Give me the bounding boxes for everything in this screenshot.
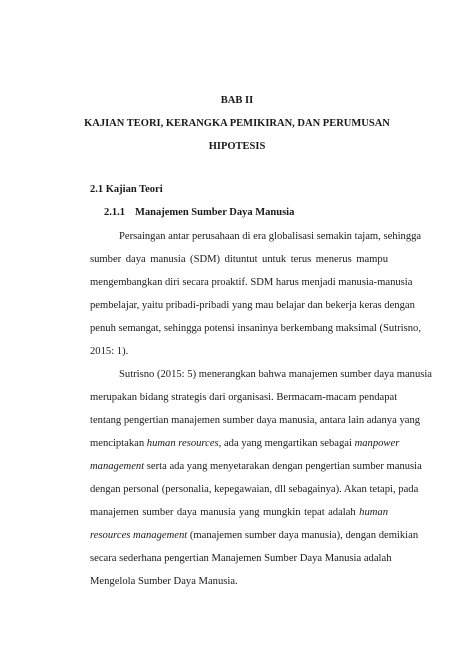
italic-term: manpower <box>354 438 400 449</box>
text-run: menciptakan <box>90 438 145 449</box>
text-run: ada yang mengartikan sebagai <box>223 438 352 449</box>
paragraph-line <box>90 529 419 543</box>
paragraph-line: sumber daya manusia (SDM) dituntut untuk terus menerus mampu <box>90 254 388 265</box>
chapter-heading: BAB II <box>220 95 254 106</box>
paragraph-line: penuh semangat, sehingga potensi insaninya berkembang maksimal (Sutrisno, <box>90 323 421 334</box>
section-heading: 2.1 Kajian Teori <box>90 184 163 195</box>
subsection-title: Manajemen Sumber Daya Manusia <box>135 207 295 218</box>
paragraph-line: mengembangkan diri secara proaktif. SDM harus menjadi manusia-manusia <box>90 277 413 288</box>
text-run: manajemen sumber daya manusia yang mungkin tepat adalah <box>90 507 356 518</box>
paragraph-line: Persaingan antar perusahaan di era globalisasi semakin tajam, sehingga <box>119 231 422 242</box>
paragraph-line: pembelajar, yaitu pribadi-pribadi yang mau belajar dan bekerja keras dengan <box>90 300 415 311</box>
paragraph-line: 2015: 1). <box>90 346 129 357</box>
paragraph-line <box>90 506 388 520</box>
paragraph-line: Mengelola Sumber Daya Manusia. <box>90 576 238 587</box>
subsection-number: 2.1.1 <box>104 207 125 218</box>
paragraph-line: merupakan bidang strategis dari organisasi. Bermacam-macam pendapat <box>90 392 398 403</box>
italic-term: human resources, <box>146 438 222 449</box>
text-run: (manajemen sumber daya manusia), dengan demikian <box>189 530 419 541</box>
paragraph-line <box>90 437 400 451</box>
italic-term: human <box>359 507 388 518</box>
chapter-title-line2: HIPOTESIS <box>208 141 266 152</box>
italic-term: resources management <box>90 530 188 541</box>
text-run: serta ada yang menyetarakan dengan pengertian sumber manusia <box>146 461 422 472</box>
paragraph-line: tentang pengertian manajemen sumber daya manusia, antara lain adanya yang <box>90 415 421 426</box>
paragraph-line: secara sederhana pengertian Manajemen Sumber Daya Manusia adalah <box>90 553 392 564</box>
paragraph-line: Sutrisno (2015: 5) menerangkan bahwa manajemen sumber daya manusia <box>119 369 433 380</box>
chapter-title-line1: KAJIAN TEORI, KERANGKA PEMIKIRAN, DAN PERUMUSAN <box>84 118 390 129</box>
paragraph-line: dengan personal (personalia, kepegawaian, dll sebagainya). Akan tetapi, pada <box>90 484 419 495</box>
italic-term: management <box>90 461 145 472</box>
paragraph-line <box>90 460 422 474</box>
